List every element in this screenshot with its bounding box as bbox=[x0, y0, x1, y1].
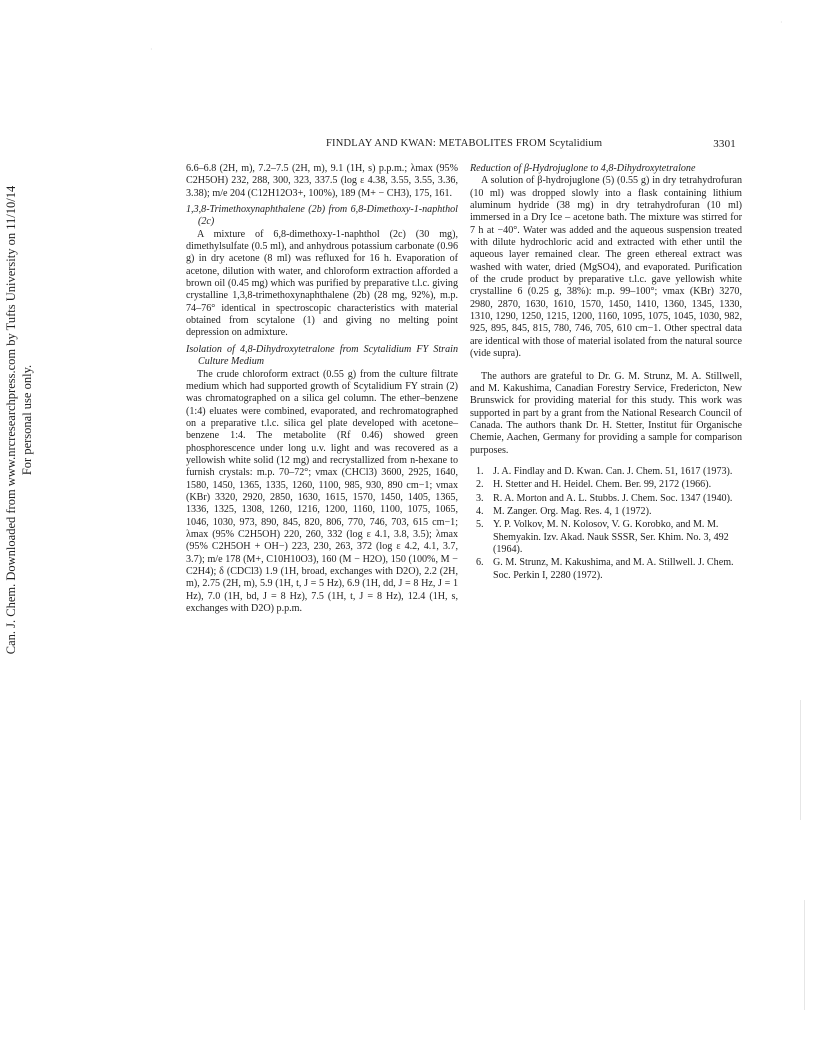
page-number: 3301 bbox=[713, 138, 736, 150]
section-heading-reduction: Reduction of β-Hydrojuglone to 4,8-Dihydroxytetralone bbox=[470, 163, 696, 174]
reference-item: 4. M. Zanger. Org. Mag. Res. 4, 1 (1972). bbox=[476, 505, 652, 517]
scan-edge-line bbox=[800, 700, 801, 820]
reference-item: 2. H. Stetter and H. Heidel. Chem. Ber. 99, 2172 (1966). bbox=[476, 479, 712, 491]
paragraph-isolation: The crude chloroform extract (0.55 g) from the culture filtrate medium which had supported growth of Scytalidium FY strain (2) was chromatographed on a silica gel column. The ether–benzene (1:4) eluates were combined, evaporated, and rechromatographed on a preparative t.l.c. silica gel plate developed with acetone–benzene 1:4. The metabolite (Rf 0.46) showed green phosphorescence under long u.v. light and was recovered as a yellowish white solid (12 mg) and recrystallized from n-hexane to furnish crystals: m.p. 70–72°; νmax (CHCl3) 3600, 2925, 1640, 1580, 1450, 1365, 1335, 1260, 1100, 985, 930, 890 cm−1; νmax (KBr) 3320, 2920, 2850, 1630, 1615, 1570, 1450, 1405, 1365, 1336, 1325, 1308, 1260, 1216, 1200, 1160, 1100, 1075, 1065, 1046, 1030, 973, 890, 845, 820, 806, 770, 746, 703, 615 cm−1; λmax (95% C2H5OH) 220, 260, 332 (log ε 4.1, 3.8, 3.5); λmax (95% C2H5OH + OH−) 223, 230, 263, 372 (log ε 4.2, 4.1, 3.7, 3.7); m/e 178 (M+, C10H10O3), 160 (M − H2O), 150 (100%, M − C2H4); δ (CDCl3) 1.9 (1H, broad, exchanges with D2O), 2.2 (2H, m), 2.75 (2H, m), 5.9 (1H, t, J = 5 Hz), 6.9 (1H, dd, J = 8 Hz, J = 1 Hz), 7.0 (1H, bd, J = 8 Hz), 7.5 (1H, t, J = 8 Hz), 12.4 (1H, s, exchanges with D2O) p.p.m. bbox=[186, 368, 458, 615]
left-column bbox=[186, 163, 458, 615]
download-watermark bbox=[3, 140, 43, 700]
paragraph-trimethoxynaphthalene: A mixture of 6,8-dimethoxy-1-naphthol (2c) (30 mg), dimethylsulfate (0.5 ml), and anhydrous potassium carbonate (0.96 g) in dry acetone (8 ml) was refluxed for 16 h. Evaporation of acetone, dilution with water, and chloroform extraction afforded a brown oil (0.45 mg) which was purified by preparative t.l.c. giving crystalline 1,3,8-trimethoxynaphthalene (2b) (28 mg, 92%), m.p. 74–76° identical in spectroscopic characteristics with material obtained from scytalone (1) and giving no melting point depression on admixture. bbox=[186, 228, 458, 339]
watermark-line-1: Can. J. Chem. Downloaded from www.nrcresearchpress.com by Tufts University on 11/10/14 bbox=[4, 185, 18, 655]
running-header bbox=[186, 138, 738, 152]
scan-speck: · bbox=[780, 18, 783, 27]
reference-item: 3. R. A. Morton and A. L. Stubbs. J. Chem. Soc. 1347 (1940). bbox=[476, 492, 733, 504]
section-heading-isolation: Isolation of 4,8-Dihydroxytetralone from Scytalidium FY Strain Culture Medium bbox=[186, 343, 458, 368]
scan-speck: · bbox=[150, 45, 153, 54]
section-heading-trimethoxynaphthalene: 1,3,8-Trimethoxynaphthalene (2b) from 6,8-Dimethoxy-1-naphthol (2c) bbox=[186, 204, 458, 228]
scan-edge-line bbox=[804, 900, 805, 1010]
paragraph-reduction: A solution of β-hydrojuglone (5) (0.55 g) in dry tetrahydrofuran (10 ml) was dropped slowly into a flask containing lithium aluminum hydride (38 mg) in dry tetrahydrofuran (10 ml) immersed in a Dry Ice – acetone bath. The mixture was stirred for 7 h at −40°. Water was added and the aqueous suspension treated with dilute hydrochloric acid and extracted with ether until the aqueous layer remained clear. The green ethereal extract was washed with water, dried (MgSO4), and evaporated. Purification of the crude product by preparative t.l.c. gave yellowish white crystalline 6 (0.25 g, 38%): m.p. 99–100°; νmax (KBr) 3270, 2980, 2870, 1630, 1610, 1570, 1450, 1410, 1360, 1345, 1330, 1310, 1290, 1250, 1215, 1200, 1160, 1095, 1075, 1045, 1030, 982, 925, 895, 845, 815, 780, 746, 705, 610 cm−1. Other spectral data are identical with those of material isolated from the natural source (vide supra). bbox=[470, 175, 742, 360]
watermark-line-2: For personal use only. bbox=[20, 364, 34, 476]
running-title: FINDLAY AND KWAN: METABOLITES FROM Scytalidium bbox=[326, 138, 603, 149]
reference-item: 1. J. A. Findlay and D. Kwan. Can. J. Chem. 51, 1617 (1973). bbox=[476, 465, 733, 477]
reference-list bbox=[470, 466, 742, 582]
reference-item: 5. Y. P. Volkov, M. N. Kolosov, V. G. Korobko, and M. M. Shemyakin. Izv. Akad. Nauk SSSR, Ser. Khim. No. 3, 492 (1964). bbox=[476, 519, 729, 555]
right-column bbox=[470, 163, 742, 583]
reference-item: 6. G. M. Strunz, M. Kakushima, and M. A. Stillwell. J. Chem. Soc. Perkin I, 2280 (1972). bbox=[476, 557, 734, 581]
continued-paragraph: 6.6–6.8 (2H, m), 7.2–7.5 (2H, m), 9.1 (1H, s) p.p.m.; λmax (95% C2H5OH) 232, 288, 300, 323, 337.5 (log ε 4.38, 3.55, 3.55, 3.36, 3.38); m/e 204 (C12H12O3+, 100%), 189 (M+ − CH3), 175, 161. bbox=[186, 163, 458, 199]
acknowledgements: The authors are grateful to Dr. G. M. Strunz, M. A. Stillwell, and M. Kakushima, Canadian Forestry Service, Fredericton, New Brunswick for providing material for this study. This work was supported in part by a grant from the National Research Council of Canada. The authors thank Dr. H. Stetter, Institut für Organische Chemie, Aachen, Germany for providing a sample for comparison purposes. bbox=[470, 370, 742, 456]
